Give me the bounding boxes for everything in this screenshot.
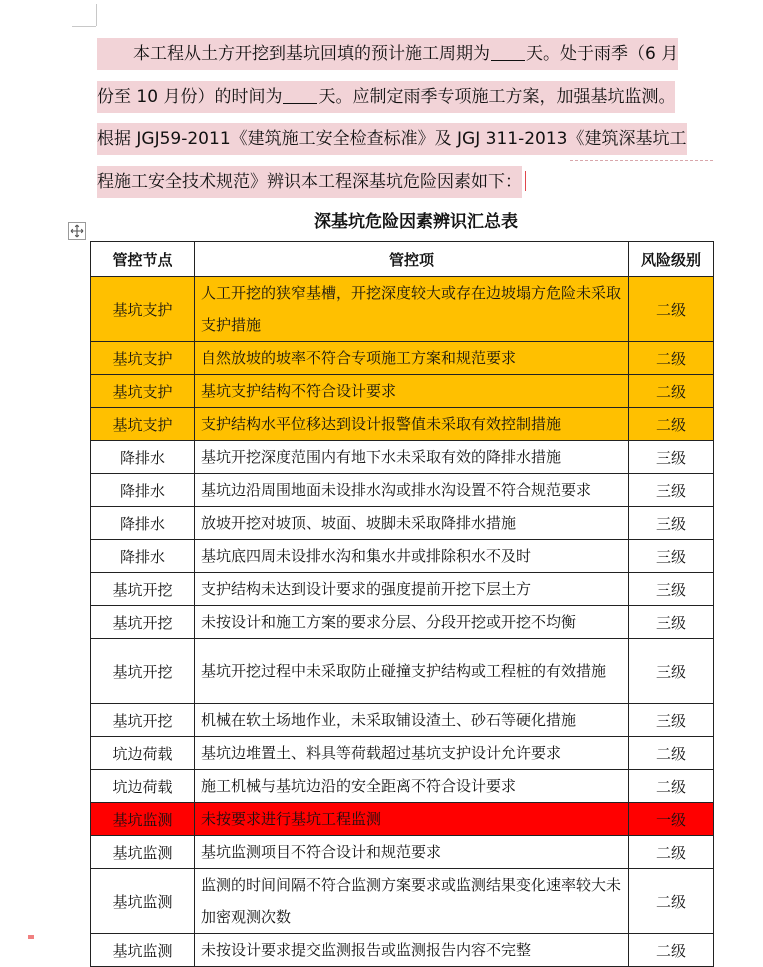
item-cell[interactable]: 基坑开挖深度范围内有地下水未采取有效的降排水措施 bbox=[195, 441, 629, 474]
item-cell[interactable]: 监测的时间间隔不符合监测方案要求或监测结果变化速率较大未加密观测次数 bbox=[195, 869, 629, 934]
level-cell[interactable]: 三级 bbox=[629, 704, 714, 737]
node-cell[interactable]: 降排水 bbox=[91, 507, 195, 540]
header-level: 风险级别 bbox=[629, 242, 714, 277]
level-cell[interactable]: 二级 bbox=[629, 869, 714, 934]
node-cell[interactable]: 基坑监测 bbox=[91, 869, 195, 934]
node-cell[interactable]: 基坑支护 bbox=[91, 375, 195, 408]
level-cell[interactable]: 二级 bbox=[629, 770, 714, 803]
table-row bbox=[91, 507, 714, 540]
node-cell[interactable]: 基坑支护 bbox=[91, 277, 195, 342]
item-cell[interactable]: 基坑监测项目不符合设计和规范要求 bbox=[195, 836, 629, 869]
paragraph-text: 天。处于雨季（6 月 bbox=[526, 44, 679, 64]
item-cell[interactable]: 基坑支护结构不符合设计要求 bbox=[195, 375, 629, 408]
item-cell[interactable]: 基坑边堆置土、料具等荷载超过基坑支护设计允许要求 bbox=[195, 737, 629, 770]
item-cell[interactable]: 基坑开挖过程中未采取防止碰撞支护结构或工程桩的有效措施 bbox=[195, 639, 629, 704]
item-cell[interactable]: 未按设计要求提交监测报告或监测报告内容不完整 bbox=[195, 934, 629, 967]
paragraph-text: 份至 10 月份）的时间为 bbox=[97, 86, 283, 107]
item-cell[interactable]: 人工开挖的狭窄基槽，开挖深度较大或存在边坡塌方危险未采取支护措施 bbox=[195, 277, 629, 342]
level-cell[interactable]: 二级 bbox=[629, 934, 714, 967]
header-node: 管控节点 bbox=[91, 242, 195, 277]
paragraph-text: 天。应制定雨季专项施工方案，加强基坑监测。 bbox=[318, 86, 676, 107]
table-row bbox=[91, 770, 714, 803]
table-row bbox=[91, 375, 714, 408]
paragraph-text: 本工程从土方开挖到基坑回填的预计施工周期为 bbox=[133, 44, 490, 64]
level-cell[interactable]: 二级 bbox=[629, 277, 714, 342]
table-row bbox=[91, 408, 714, 441]
table-row bbox=[91, 573, 714, 606]
table-row bbox=[91, 704, 714, 737]
table-row bbox=[91, 869, 714, 934]
item-cell[interactable]: 放坡开挖对坡顶、坡面、坡脚未采取降排水措施 bbox=[195, 507, 629, 540]
item-cell[interactable]: 支护结构未达到设计要求的强度提前开挖下层土方 bbox=[195, 573, 629, 606]
table-row bbox=[91, 606, 714, 639]
item-cell[interactable]: 基坑底四周未设排水沟和集水井或排除积水不及时 bbox=[195, 540, 629, 573]
table-row bbox=[91, 474, 714, 507]
node-cell[interactable]: 基坑支护 bbox=[91, 342, 195, 375]
item-cell[interactable]: 支护结构水平位移达到设计报警值未采取有效控制措施 bbox=[195, 408, 629, 441]
level-cell[interactable]: 三级 bbox=[629, 573, 714, 606]
table-row bbox=[91, 836, 714, 869]
node-cell[interactable]: 坑边荷载 bbox=[91, 737, 195, 770]
margin-mark bbox=[28, 935, 34, 939]
level-cell[interactable]: 二级 bbox=[629, 342, 714, 375]
level-cell[interactable]: 二级 bbox=[629, 408, 714, 441]
table-header-row bbox=[91, 242, 714, 277]
item-cell[interactable]: 未按要求进行基坑工程监测 bbox=[195, 803, 629, 836]
node-cell[interactable]: 降排水 bbox=[91, 540, 195, 573]
table-row bbox=[91, 342, 714, 375]
node-cell[interactable]: 基坑监测 bbox=[91, 934, 195, 967]
level-cell[interactable]: 三级 bbox=[629, 441, 714, 474]
table-row bbox=[91, 540, 714, 573]
paragraph-text: 根据 JGJ59-2011《建筑施工安全检查标准》及 JGJ 311-2013《建筑深基坑工 bbox=[97, 123, 687, 155]
item-cell[interactable]: 自然放坡的坡率不符合专项施工方案和规范要求 bbox=[195, 342, 629, 375]
table-caption: 深基坑危险因素辨识汇总表 bbox=[314, 212, 518, 232]
node-cell[interactable]: 基坑开挖 bbox=[91, 639, 195, 704]
level-cell[interactable]: 二级 bbox=[629, 836, 714, 869]
node-cell[interactable]: 降排水 bbox=[91, 441, 195, 474]
node-cell[interactable]: 基坑支护 bbox=[91, 408, 195, 441]
level-cell[interactable]: 一级 bbox=[629, 803, 714, 836]
table-row bbox=[91, 934, 714, 967]
node-cell[interactable]: 基坑开挖 bbox=[91, 606, 195, 639]
node-cell[interactable]: 基坑开挖 bbox=[91, 573, 195, 606]
paragraph-text: 程施工安全技术规范》辨识本工程深基坑危险因素如下： bbox=[97, 166, 522, 198]
table-body bbox=[91, 277, 714, 967]
item-cell[interactable]: 施工机械与基坑边沿的安全距离不符合设计要求 bbox=[195, 770, 629, 803]
table-row bbox=[91, 441, 714, 474]
level-cell[interactable]: 三级 bbox=[629, 474, 714, 507]
node-cell[interactable]: 坑边荷载 bbox=[91, 770, 195, 803]
level-cell[interactable]: 三级 bbox=[629, 540, 714, 573]
table-row bbox=[91, 639, 714, 704]
level-cell[interactable]: 三级 bbox=[629, 639, 714, 704]
header-item: 管控项 bbox=[195, 242, 629, 277]
node-cell[interactable]: 基坑开挖 bbox=[91, 704, 195, 737]
item-cell[interactable]: 未按设计和施工方案的要求分层、分段开挖或开挖不均衡 bbox=[195, 606, 629, 639]
node-cell[interactable]: 基坑监测 bbox=[91, 803, 195, 836]
node-cell[interactable]: 降排水 bbox=[91, 474, 195, 507]
table-row bbox=[91, 737, 714, 770]
risk-table bbox=[90, 241, 714, 967]
node-cell[interactable]: 基坑监测 bbox=[91, 836, 195, 869]
table-row bbox=[91, 277, 714, 342]
item-cell[interactable]: 机械在软土场地作业，未采取铺设渣土、砂石等硬化措施 bbox=[195, 704, 629, 737]
level-cell[interactable]: 二级 bbox=[629, 375, 714, 408]
level-cell[interactable]: 三级 bbox=[629, 606, 714, 639]
level-cell[interactable]: 二级 bbox=[629, 737, 714, 770]
table-row bbox=[91, 803, 714, 836]
item-cell[interactable]: 基坑边沿周围地面未设排水沟或排水沟设置不符合规范要求 bbox=[195, 474, 629, 507]
level-cell[interactable]: 三级 bbox=[629, 507, 714, 540]
